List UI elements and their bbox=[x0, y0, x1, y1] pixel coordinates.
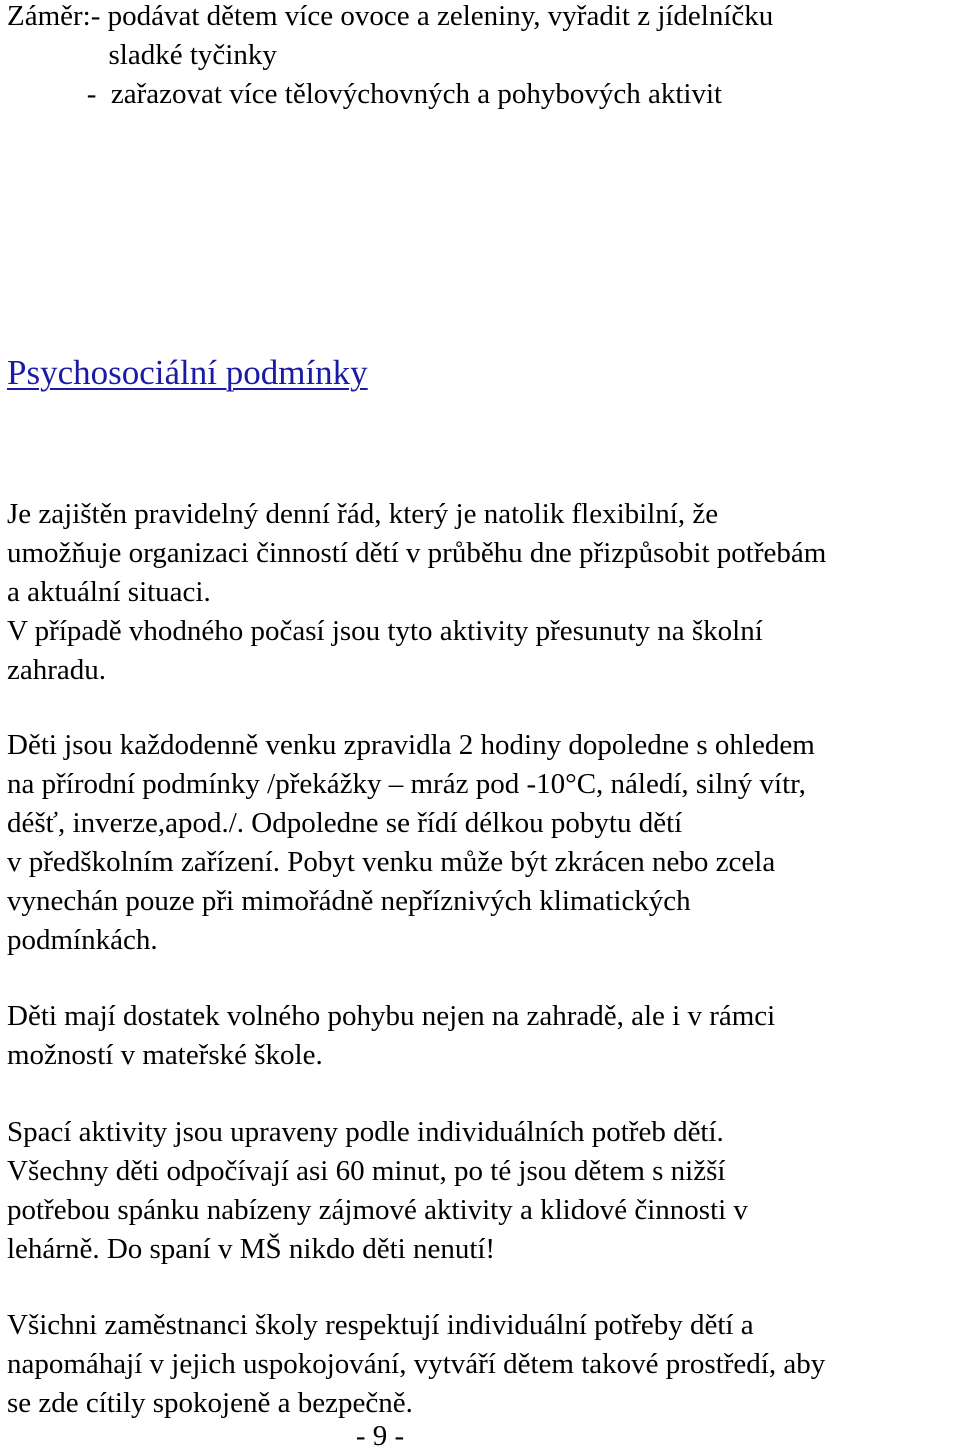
paragraph-line: vynechán pouze při mimořádně nepříznivých klimatických bbox=[7, 885, 691, 917]
intro-line: Záměr:- podávat dětem více ovoce a zeleniny, vyřadit z jídelníčku bbox=[7, 0, 774, 32]
paragraph-line: se zde cítily spokojeně a bezpečně. bbox=[7, 1387, 413, 1419]
paragraph-line: lehárně. Do spaní v MŠ nikdo děti nenutí! bbox=[7, 1233, 496, 1265]
paragraph-line: déšť, inverze,apod./. Odpoledne se řídí délkou pobytu dětí bbox=[7, 807, 683, 839]
paragraph-line: napomáhají v jejich uspokojování, vytváří dětem takové prostředí, aby bbox=[7, 1348, 826, 1380]
paragraph-line: V případě vhodného počasí jsou tyto aktivity přesunuty na školní bbox=[7, 615, 763, 647]
paragraph-line: v předškolním zařízení. Pobyt venku může být zkrácen nebo zcela bbox=[7, 846, 776, 878]
section-heading[interactable]: Psychosociální podmínky bbox=[7, 353, 368, 392]
paragraph-line: Děti jsou každodenně venku zpravidla 2 hodiny dopoledne s ohledem bbox=[7, 729, 815, 761]
paragraph-line: Všechny děti odpočívají asi 60 minut, po té jsou dětem s nižší bbox=[7, 1155, 726, 1187]
paragraph-line: potřebou spánku nabízeny zájmové aktivity a klidové činnosti v bbox=[7, 1194, 748, 1226]
paragraph-line: podmínkách. bbox=[7, 924, 158, 956]
paragraph-line: umožňuje organizaci činností dětí v průběhu dne přizpůsobit potřebám bbox=[7, 537, 827, 569]
paragraph-line: Všichni zaměstnanci školy respektují individuální potřeby dětí a bbox=[7, 1309, 754, 1341]
page-number: - 9 - bbox=[355, 1420, 405, 1452]
paragraph-line: a aktuální situaci. bbox=[7, 576, 211, 608]
intro-line: - zařazovat více tělovýchovných a pohybových aktivit bbox=[7, 78, 723, 110]
paragraph-line: možností v mateřské škole. bbox=[7, 1039, 323, 1071]
paragraph-line: zahradu. bbox=[7, 654, 107, 686]
paragraph-line: na přírodní podmínky /překážky – mráz pod -10°C, náledí, silný vítr, bbox=[7, 768, 806, 800]
paragraph-line: Je zajištěn pravidelný denní řád, který je natolik flexibilní, že bbox=[7, 498, 719, 530]
intro-line: sladké tyčinky bbox=[7, 39, 277, 71]
paragraph-line: Děti mají dostatek volného pohybu nejen na zahradě, ale i v rámci bbox=[7, 1000, 776, 1032]
paragraph-line: Spací aktivity jsou upraveny podle individuálních potřeb dětí. bbox=[7, 1116, 724, 1148]
